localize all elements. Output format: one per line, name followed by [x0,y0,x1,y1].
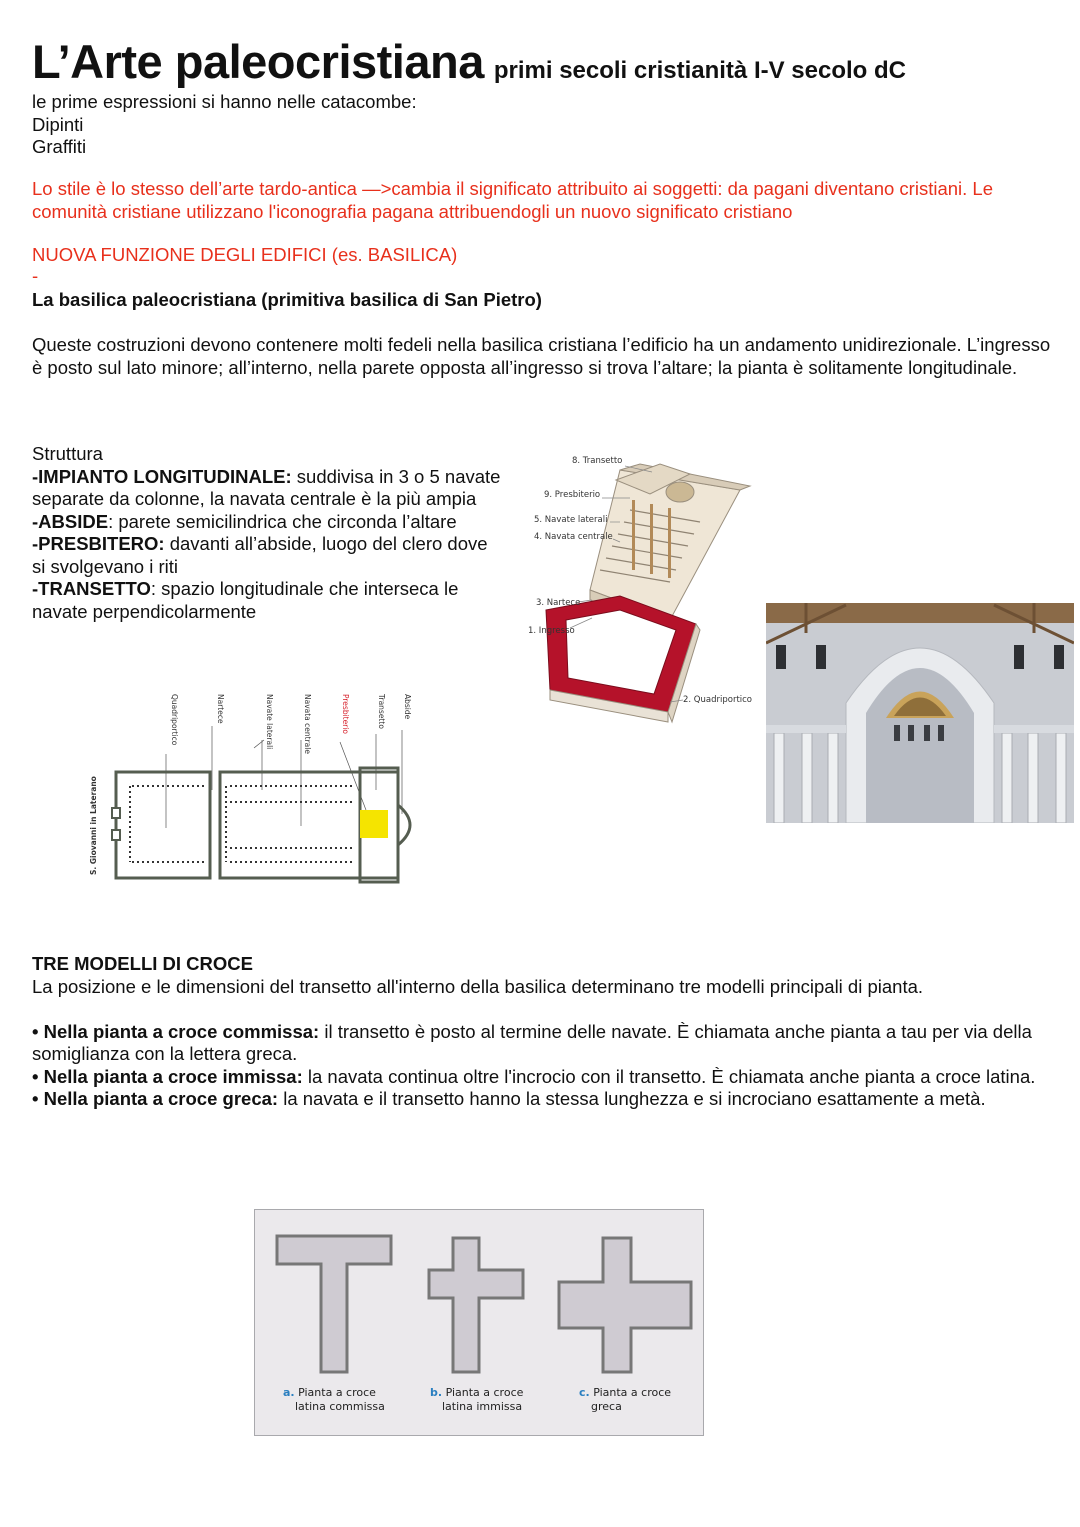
structure-heading: Struttura [32,443,103,464]
structure-item: -ABSIDE: parete semicilindrica che circonda l’altare [32,510,457,532]
plan-label: Nartece [216,694,225,724]
axon-label: 9. Presbiterio [544,490,601,500]
new-function-heading: NUOVA FUNZIONE DEGLI EDIFICI (es. BASILICA) [32,244,458,265]
plan-label: Abside [403,694,412,720]
cross-commissa-shape [277,1236,391,1372]
presbiterio-highlight [360,810,388,838]
plan-label: Navata centrale [303,694,312,754]
axon-label: 4. Navata centrale [534,532,613,542]
style-note: Lo stile è lo stesso dell’arte tardo-antica —>cambia il significato attribuito ai soggetti: da pagani diventano cristiani. Le comunità cristiane utilizzano l'iconografia pagana attribuendogli un nuovo significato cristiano [32,178,993,222]
crosses-heading: TRE MODELLI DI CROCE [32,953,253,974]
new-function-dash: - [32,264,39,286]
intro-line: Graffiti [32,136,87,157]
axon-label: 3. Nartece [536,598,581,608]
cross-item: • Nella pianta a croce immissa: la navata continua oltre l'incrocio con il transetto. È chiamata anche pianta a croce latina. [32,1065,1036,1087]
plan-label: Quadriportico [170,694,179,746]
cross-caption: b. Pianta a croce latina immissa [430,1386,524,1413]
page-title [32,34,906,89]
cross-caption: c. Pianta a croce greca [579,1386,672,1413]
cross-greca-shape [559,1238,691,1372]
axon-label: 8. Transetto [572,456,623,466]
intro-block [32,91,1032,159]
axon-label: 1. Ingresso [528,626,575,636]
structure-item: -IMPIANTO LONGITUDINALE: suddivisa in 3 o 5 navate separate da colonne, la navata centrale è la più ampia [32,465,501,509]
title-main: L’Arte paleocristiana [32,35,484,88]
cross-item: • Nella pianta a croce commissa: il transetto è posto al termine delle navate. È chiamata anche pianta a tau per via della somiglianza con la lettera greca. [32,1020,1032,1064]
axon-label: 5. Navate laterali [534,515,608,525]
structure-item: -PRESBITERO: davanti all’abside, luogo del clero dove si svolgevano i riti [32,533,488,577]
plan-diagram [84,690,424,890]
cross-figure [254,1209,704,1436]
cross-item: • Nella pianta a croce greca: la navata e il transetto hanno la stessa lunghezza e si incrociano esattamente a metà. [32,1088,986,1109]
axon-label: 2. Quadriportico [683,695,753,705]
intro-line: le prime espressioni si hanno nelle catacombe: [32,91,417,112]
structure-item: -TRANSETTO: spazio longitudinale che interseca le navate perpendicolarmente [32,578,459,622]
basilica-heading: La basilica paleocristiana (primitiva basilica di San Pietro) [32,289,542,310]
plan-label: Navate laterali [265,694,274,750]
plan-side-label: S. Giovanni in Laterano [89,776,98,875]
basilica-text: Queste costruzioni devono contenere molti fedeli nella basilica cristiana l’edificio ha un andamento unidirezionale. L’ingresso è posto sul lato minore; all’interno, nella parete opposta all’ingresso si trova l’altare; la pianta è solitamente longitudinale. [32,334,1051,378]
crosses-block [32,953,1047,1111]
basilica-interior-render [766,603,1074,823]
new-function-block [32,244,1032,285]
cross-immissa-shape [429,1238,523,1372]
basilica-axonometric-diagram [520,450,760,750]
cross-caption: a. Pianta a croce latina commissa [283,1386,385,1413]
plan-label: Transetto [377,694,386,729]
title-subtitle: primi secoli cristianità I-V secolo dC [493,57,906,84]
crosses-intro: La posizione e le dimensioni del transetto all'interno della basilica determinano tre modelli principali di pianta. [32,975,924,997]
plan-label: Presbiterio [341,694,350,734]
intro-line: Dipinti [32,113,84,135]
structure-block [32,443,504,623]
